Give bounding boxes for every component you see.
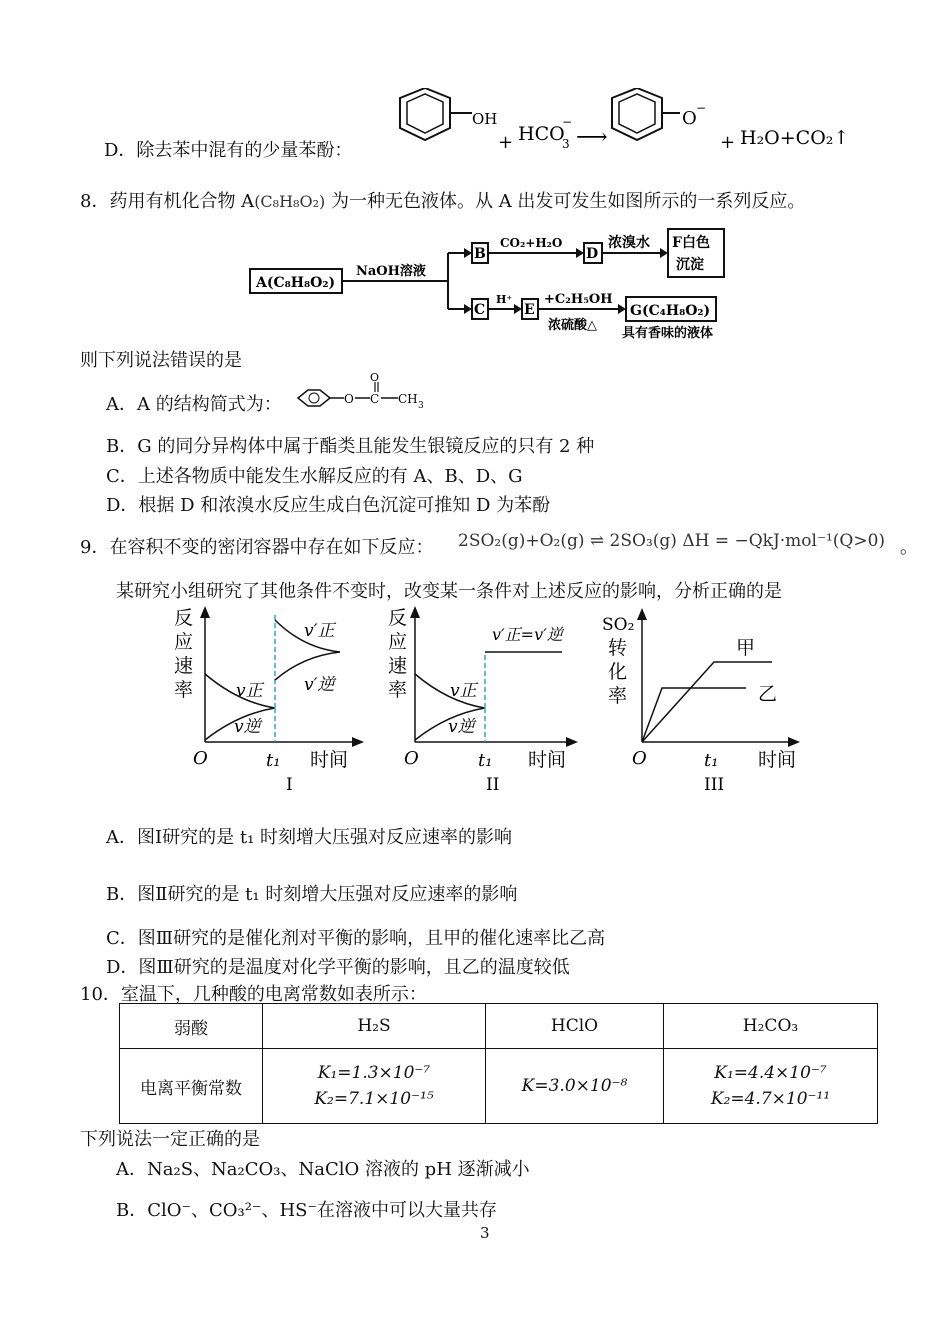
q8-option-b: B．G 的同分异构体中属于酯类且能发生银镜反应的只有 2 种	[106, 436, 595, 457]
label-a: A(C₈H₈O₂)	[256, 275, 336, 291]
svg-text:化: 化	[608, 661, 628, 683]
reaction-arrow: ⟶	[576, 125, 608, 150]
cell-h2co3	[664, 1049, 878, 1124]
label-co2: CO₂+H₂O	[500, 236, 563, 250]
svg-text:v逆: v逆	[448, 717, 475, 737]
q9-option-c: C．图Ⅲ研究的是催化剂对平衡的影响，且甲的催化速率比乙高	[106, 928, 606, 949]
hco3-label: HCO	[518, 123, 565, 145]
q7-equation	[380, 88, 850, 158]
q8-question: 则下列说法错误的是	[80, 350, 242, 371]
svg-text:II: II	[486, 775, 500, 795]
label-e: E	[524, 302, 535, 318]
row-label: 电离平衡常数	[120, 1049, 263, 1124]
q8-struct-a	[290, 372, 440, 420]
svg-text:O: O	[370, 372, 380, 384]
svg-text:率: 率	[608, 685, 628, 707]
q9-reaction: 2SO₂(g)+O₂(g) ⇌ 2SO₃(g) ΔH = −QkJ·mol⁻¹(Q>0)	[458, 531, 886, 551]
svg-text:t₁: t₁	[478, 750, 493, 771]
graph1-v-ni2: v′逆	[304, 675, 335, 695]
label-b: B	[474, 246, 486, 262]
h2s-k1: K₁=1.3×10⁻⁷	[317, 1063, 431, 1083]
label-h2so4: 浓硫酸△	[548, 318, 597, 333]
h2co3-k2: K₂=4.7×10⁻¹¹	[710, 1089, 831, 1109]
q10-stem: 10．室温下，几种酸的电离常数如表所示：	[80, 984, 427, 1005]
q9-stem2: 某研究小组研究了其他条件不变时，改变某一条件对上述反应的影响，分析正确的是	[116, 581, 782, 602]
label-c: C	[474, 302, 486, 318]
svg-text:III: III	[704, 775, 725, 795]
o-minus-sup: −	[696, 101, 707, 115]
svg-text:I: I	[286, 775, 293, 795]
products-label: H₂O+CO₂↑	[740, 127, 850, 149]
hco3-sub: 3	[562, 137, 570, 151]
svg-text:O: O	[193, 748, 208, 769]
label-g-note: 具有香味的液体	[622, 326, 714, 340]
graph3-yi: 乙	[758, 683, 778, 705]
label-hplus: H⁺	[496, 293, 513, 306]
graph2-equal: v′正=v′逆	[492, 625, 563, 644]
svg-text:SO₂: SO₂	[602, 615, 635, 635]
page-number: 3	[480, 1224, 490, 1242]
svg-text:反: 反	[388, 607, 408, 629]
q9-stem: 9．在容积不变的密闭容器中存在如下反应：	[80, 537, 434, 558]
svg-text:3: 3	[418, 401, 424, 411]
svg-text:速: 速	[388, 655, 408, 677]
cell-hclo	[486, 1049, 664, 1124]
label-ethanol: +C₂H₅OH	[544, 292, 613, 307]
svg-text:t₁: t₁	[266, 750, 281, 771]
plus-1: +	[498, 132, 514, 153]
svg-text:O: O	[632, 748, 647, 769]
svg-text:反: 反	[174, 607, 194, 629]
q10-question: 下列说法一定正确的是	[80, 1129, 260, 1150]
svg-text:CH: CH	[398, 392, 418, 406]
graph1-v-zheng2: v′正	[304, 621, 335, 641]
phenoxide-structure	[612, 88, 706, 140]
svg-text:速: 速	[174, 655, 194, 677]
acid-constants-table	[119, 1003, 878, 1124]
oh-label: OH	[472, 110, 498, 128]
header-acid: 弱酸	[120, 1004, 263, 1049]
q8-stem: 8．药用有机化合物 A(C₈H₈O₂) 为一种无色液体。从 A 出发可发生如图所示的一系列反应。	[80, 191, 806, 212]
label-naoh: NaOH溶液	[356, 264, 426, 279]
graph1-v-zheng: v正	[236, 681, 263, 701]
graph-3	[598, 604, 808, 796]
table-header-row	[120, 1004, 878, 1049]
q8-formula: (C₈H₈O₂)	[254, 192, 326, 211]
plus-2: +	[720, 132, 736, 153]
q9-option-d: D．图Ⅲ研究的是温度对化学平衡的影响，且乙的温度较低	[106, 957, 570, 978]
graph3-ylabel	[602, 615, 634, 707]
q10-option-b: B．ClO⁻、CO₃²⁻、HS⁻在溶液中可以大量共存	[116, 1200, 498, 1221]
hco3-sup: −	[562, 115, 573, 129]
svg-text:t₁: t₁	[704, 750, 719, 771]
header-h2s: H₂S	[263, 1004, 486, 1049]
svg-text:时间: 时间	[758, 749, 797, 771]
q8-option-a: A．A 的结构简式为：	[106, 394, 282, 415]
graph2-ylabel	[388, 607, 407, 701]
label-d: D	[586, 246, 599, 262]
svg-text:时间: 时间	[310, 749, 349, 771]
graph3-jia: 甲	[736, 637, 756, 659]
graph1-v-ni: v逆	[234, 717, 261, 737]
q7-option-d: D．除去苯中混有的少量苯酚：	[104, 140, 353, 161]
header-h2co3: H₂CO₃	[664, 1004, 878, 1049]
svg-text:O: O	[344, 392, 354, 406]
h2s-k2: K₂=7.1×10⁻¹⁵	[314, 1089, 434, 1109]
q8-option-d: D．根据 D 和浓溴水反应生成白色沉淀可推知 D 为苯酚	[106, 495, 551, 516]
hclo-k: K=3.0×10⁻⁸	[521, 1076, 628, 1096]
svg-text:率: 率	[174, 679, 194, 701]
header-hclo: HClO	[486, 1004, 664, 1049]
svg-text:O: O	[404, 748, 419, 769]
label-brwater: 浓溴水	[608, 235, 650, 251]
svg-text:率: 率	[388, 679, 408, 701]
table-row	[120, 1049, 878, 1124]
q9-option-b: B．图Ⅱ研究的是 t₁ 时刻增大压强对反应速率的影响	[106, 884, 518, 905]
graph1-ylabel	[174, 607, 193, 701]
label-f2: 沉淀	[676, 257, 704, 273]
q9-period: 。	[900, 537, 918, 558]
svg-text:时间: 时间	[528, 749, 567, 771]
label-g: G(C₄H₈O₂)	[630, 303, 711, 319]
svg-text:应: 应	[174, 631, 194, 653]
q10-option-a: A．Na₂S、Na₂CO₃、NaClO 溶液的 pH 逐渐减小	[116, 1159, 530, 1180]
cell-h2s	[263, 1049, 486, 1124]
svg-text:应: 应	[388, 631, 408, 653]
h2co3-k1: K₁=4.4×10⁻⁷	[714, 1063, 827, 1083]
o-minus-label: O	[682, 108, 697, 129]
svg-text:转: 转	[608, 637, 628, 659]
graph-2	[382, 604, 582, 796]
q8-reaction-diagram	[248, 225, 748, 340]
graph-1	[168, 604, 368, 796]
svg-text:C: C	[370, 392, 380, 406]
q8-option-c: C．上述各物质中能发生水解反应的有 A、B、D、G	[106, 466, 523, 487]
label-f1: F白色	[672, 235, 710, 251]
svg-text:v正: v正	[450, 681, 477, 701]
phenol-structure	[400, 88, 497, 140]
q9-option-a: A．图Ⅰ研究的是 t₁ 时刻增大压强对反应速率的影响	[106, 827, 512, 848]
